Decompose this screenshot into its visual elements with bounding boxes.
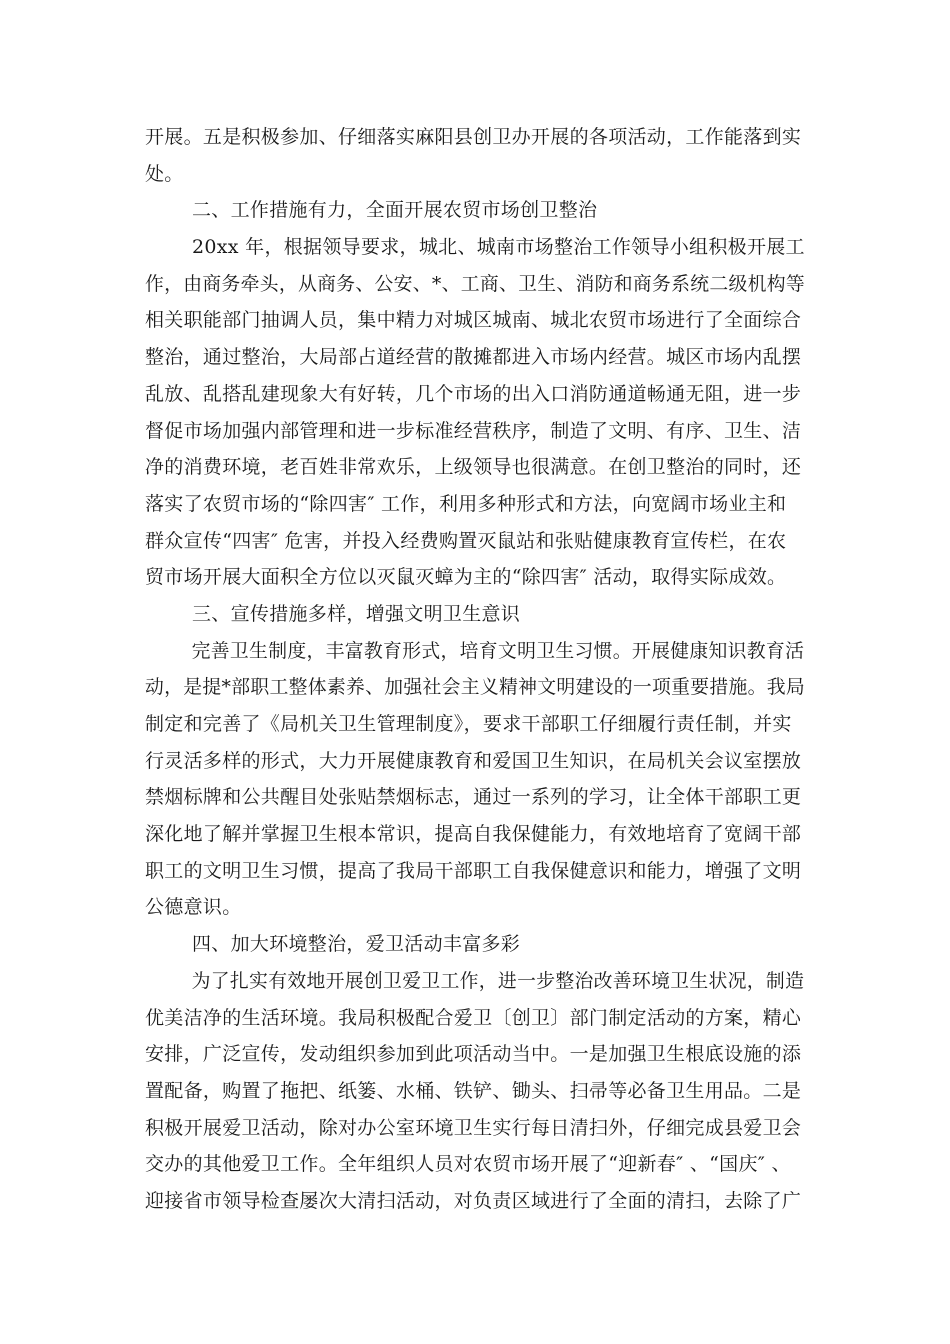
text-line: 公德意识。 [145, 896, 242, 919]
text-line: 群众宣传“四害″ 危害，并投入经费购置灭鼠站和张贴健康教育宣传栏，在农 [145, 529, 787, 552]
text-line: 安排，广泛宣传，发动组织参加到此项活动当中。一是加强卫生根底设施的添 [145, 1043, 802, 1066]
text-line: 四、加大环境整治，爱卫活动丰富多彩 [192, 933, 521, 956]
text-line: 贸市场开展大面积全方位以灭鼠灭蟑为主的“除四害″ 活动，取得实际成效。 [145, 566, 787, 589]
text-line: 乱放、乱搭乱建现象大有好转，几个市场的出入口消防通道畅通无阻，进一步 [145, 382, 802, 405]
text-line: 整治，通过整治，大局部占道经营的散摊都进入市场内经营。城区市场内乱摆 [145, 346, 802, 369]
text-line: 职工的文明卫生习惯，提高了我局干部职工自我保健意识和能力，增强了文明 [145, 859, 802, 882]
text-line: 禁烟标牌和公共醒目处张贴禁烟标志，通过一系列的学习，让全体干部职工更 [145, 786, 802, 809]
text-line: 20xx 年，根据领导要求，城北、城南市场整治工作领导小组积极开展工 [192, 236, 805, 259]
text-line: 完善卫生制度，丰富教育形式，培育文明卫生习惯。开展健康知识教育活 [191, 639, 805, 662]
text-line: 积极开展爱卫活动，除对办公室环境卫生实行每日清扫外，仔细完成县爱卫会 [145, 1116, 802, 1139]
text-line: 督促市场加强内部管理和进一步标准经营秩序，制造了文明、有序、卫生、洁 [145, 419, 802, 442]
document-body [145, 119, 805, 1220]
text-line: 作，由商务牵头，从商务、公安、*、工商、卫生、消防和商务系统二级机构等 [145, 272, 806, 295]
text-line: 制定和完善了《局机关卫生管理制度》，要求干部职工仔细履行责任制，并实 [145, 713, 792, 735]
text-line: 动，是提*部职工整体素养、加强社会主义精神文明建设的一项重要措施。我局 [145, 676, 806, 699]
text-line: 行灵活多样的形式，大力开展健康教育和爱国卫生知识，在局机关会议室摆放 [145, 749, 802, 772]
text-line: 交办的其他爱卫工作。全年组织人员对农贸市场开展了“迎新春″ 、“国庆″ 、 [145, 1153, 791, 1176]
text-line: 迎接省市领导检查屡次大清扫活动，对负责区域进行了全面的清扫，去除了广 [145, 1189, 802, 1212]
text-line: 落实了农贸市场的“除四害″ 工作，利用多种形式和方法，向宽阔市场业主和 [145, 492, 787, 515]
text-line: 二、工作措施有力，全面开展农贸市场创卫整治 [192, 199, 598, 222]
text-line: 置配备，购置了拖把、纸篓、水桶、铁铲、锄头、扫帚等必备卫生用品。二是 [145, 1079, 802, 1102]
text-line: 净的消费环境，老百姓非常欢乐，上级领导也很满意。在创卫整治的同时，还 [145, 456, 802, 479]
text-line: 相关职能部门抽调人员，集中精力对城区城南、城北农贸市场进行了全面综合 [145, 309, 802, 332]
text-line: 处。 [145, 162, 184, 185]
text-line: 为了扎实有效地开展创卫爱卫工作，进一步整治改善环境卫生状况，制造 [191, 969, 805, 992]
text-line: 深化地了解并掌握卫生根本常识，提高自我保健能力，有效地培育了宽阔干部 [145, 823, 802, 846]
text-line: 优美洁净的生活环境。我局积极配合爱卫〔创卫〕部门制定活动的方案，精心 [145, 1006, 802, 1029]
text-line: 开展。五是积极参加、仔细落实麻阳县创卫办开展的各项活动，工作能落到实 [145, 126, 802, 148]
text-line: 三、宣传措施多样，增强文明卫生意识 [192, 602, 521, 625]
